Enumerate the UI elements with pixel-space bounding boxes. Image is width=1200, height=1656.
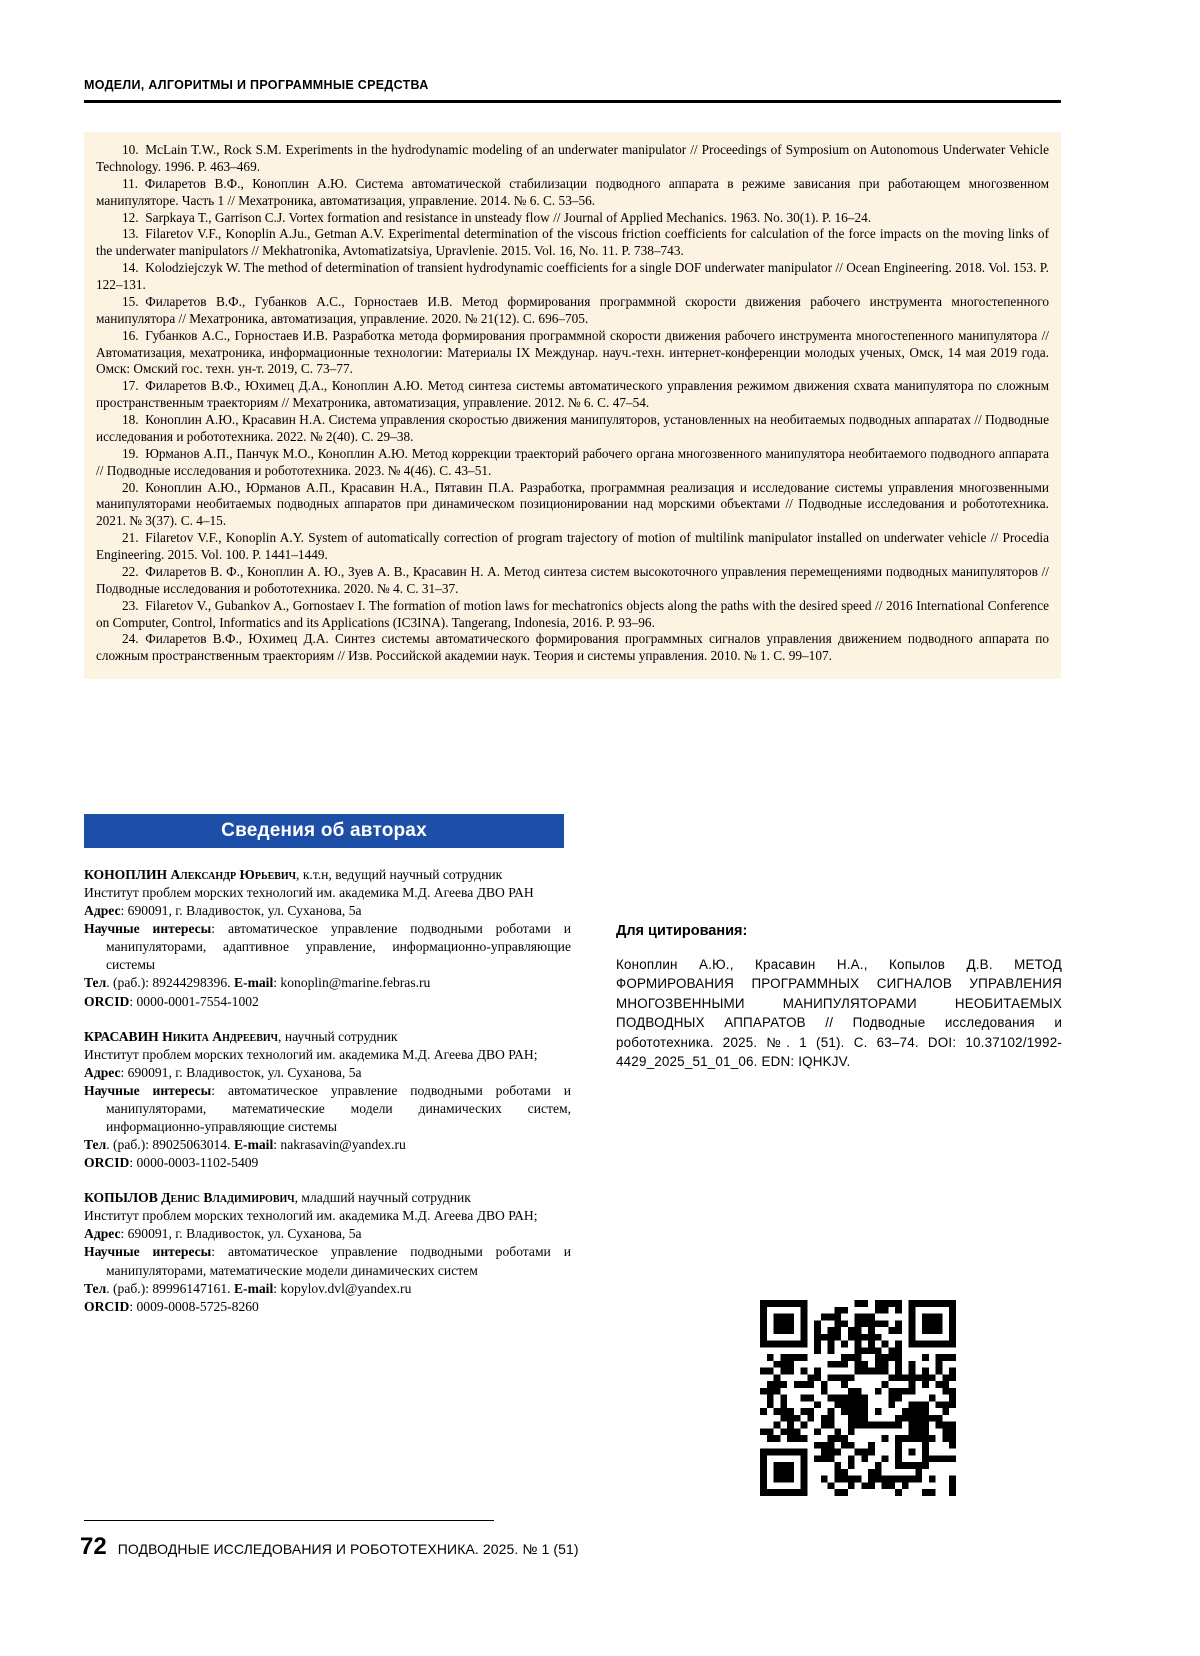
author-position: , к.т.н, ведущий научный сотрудник: [296, 867, 503, 882]
reference-item: 11. Филаретов В.Ф., Коноплин А.Ю. Система автоматической стабилизации подводного аппарата в режиме зависания при работающем многозвенном манипуляторе. Часть 1 // Мехатроника, автоматизация, управление. 2014. № 6. С. 53–56.: [96, 175, 1049, 208]
reference-item: 18. Коноплин А.Ю., Красавин Н.А. Система управления скоростью движения манипуляторов, установленных на необитаемых подводных аппаратах // Подводные исследования и робототехника. 2022. № 2(40). С. 29–38.: [96, 412, 1049, 444]
author-interests: : автоматическое управление подводными роботами и манипуляторами, математические модели динамических систем: [106, 1244, 571, 1278]
author-entry: [84, 866, 571, 1011]
orcid-label: ORCID: [84, 1298, 130, 1314]
citation-heading: [616, 923, 747, 939]
author-email[interactable]: : kopylov.dvl@yandex.ru: [273, 1280, 412, 1296]
references-list: [84, 132, 1061, 679]
author-affiliation: Институт проблем морских технологий им. академика М.Д. Агеева ДВО РАН;: [84, 1046, 538, 1062]
author-address: : 690091, г. Владивосток, ул. Суханова, 5а: [120, 903, 362, 919]
citation-heading-colon: :: [742, 923, 748, 939]
author-position: , младший научный сотрудник: [294, 1190, 471, 1206]
address-label: Адрес: [84, 1226, 121, 1242]
authors-section-heading-label: Сведения об авторах: [221, 820, 427, 841]
reference-item: 15. Филаретов В.Ф., Губанков А.С., Горностаев И.В. Метод формирования программной скорости движения рабочего инструмента многостепенного манипулятора // Мехатроника, автоматизация, управление. 2020. № 21(12). С. 696–705.: [96, 293, 1049, 326]
citation-text: Коноплин А.Ю., Красавин Н.А., Копылов Д.В. МЕТОД ФОРМИРОВАНИЯ ПРОГРАММНЫХ СИГНАЛОВ УПРАВЛЕНИЯ МНОГОЗВЕННЫМИ МАНИПУЛЯТОРАМИ НЕОБИТАЕМЫХ ПОДВОДНЫХ АППАРАТОВ // Подводные исследования и робототехника. 2025. №. 1 (51). С. 63–74. DOI: 10.37102/1992-4429_2025_51_01_06. EDN: IQHKJV.: [616, 957, 1062, 1070]
reference-item: 17. Филаретов В.Ф., Юхимец Д.А., Коноплин А.Ю. Метод синтеза системы автоматического управления режимом движения схвата манипулятора по сложным пространственным траекториям // Мехатроника, автоматизация, управление. 2012. № 6. С. 47–54.: [96, 378, 1049, 411]
interests-label: Научные интересы: [84, 1082, 212, 1098]
author-interests: : автоматическое управление подводными роботами и манипуляторами, адаптивное управление, информационно-управляющие системы: [106, 921, 571, 973]
running-head-rule: [84, 100, 1061, 103]
authors-section-heading: [84, 814, 564, 848]
author-phone: . (раб.): 89244298396.: [106, 975, 231, 991]
phone-label: Тел: [84, 975, 107, 991]
author-orcid[interactable]: : 0000-0001-7554-1002: [129, 993, 259, 1009]
reference-item: 16. Губанков А.С., Горностаев И.В. Разработка метода формирования программной скорости движения рабочего инструмента многостепенного манипулятора // Автоматизация, мехатроника, информационные технологии: Материалы IX Междунар. науч.-техн. интернет-конференции молодых ученых, Омск, 14 мая 2019 года. Омск: Омский гос. техн. ун-т. 2019, С. 73–77.: [96, 327, 1049, 377]
email-label: E-mail: [233, 1280, 274, 1296]
author-email[interactable]: : konoplin@marine.febras.ru: [273, 975, 431, 991]
reference-item: 12. Sarpkaya T., Garrison C.J. Vortex formation and resistance in unsteady flow // Journal of Applied Mechanics. 1963. No. 30(1). P. 16–24.: [122, 209, 872, 225]
author-orcid[interactable]: : 0000-0003-1102-5409: [129, 1155, 259, 1171]
footer-journal-line: ПОДВОДНЫЕ ИССЛЕДОВАНИЯ И РОБОТОТЕХНИКА. 2025. № 1 (51): [117, 1541, 579, 1557]
address-label: Адрес: [84, 903, 121, 919]
interests-label: Научные интересы: [84, 921, 212, 937]
running-head: МОДЕЛИ, АЛГОРИТМЫ И ПРОГРАММНЫЕ СРЕДСТВА: [84, 78, 429, 92]
email-label: E-mail: [233, 1137, 274, 1153]
author-position: , научный сотрудник: [278, 1028, 398, 1044]
page-footer: [80, 1533, 579, 1561]
reference-item: 20. Коноплин А.Ю., Юрманов А.П., Красавин Н.А., Пятавин П.А. Разработка, программная реализация и исследование системы управления многозвенными манипуляторами необитаемых подводных аппаратов при динамическом позиционировании над морскими объектами // Подводные исследования и робототехника. 2021. № 3(37). С. 4–15.: [96, 479, 1049, 529]
orcid-label: ORCID: [84, 1155, 130, 1171]
author-phone: . (раб.): 89996147161.: [106, 1280, 231, 1296]
author-orcid[interactable]: : 0009-0008-5725-8260: [129, 1298, 259, 1314]
phone-label: Тел: [84, 1137, 107, 1153]
reference-item: 23. Filaretov V., Gubankov A., Gornostaev I. The formation of motion laws for mechatronics objects along the paths with the desired speed // 2016 International Conference on Computer, Control, Informatics and its Applications (IC3INA). Tangerang, Indonesia, 2016. P. 93–96.: [96, 597, 1049, 630]
reference-item: 13. Filaretov V.F., Konoplin A.Ju., Getman A.V. Experimental determination of the viscous friction coefficients for calculation of the force impacts on the moving links of the underwater manipulators // Mekhatronika, Avtomatizatsiya, Upravlenie. 2015. Vol. 16, No. 11. P. 738–743.: [96, 226, 1049, 259]
address-label: Адрес: [84, 1064, 121, 1080]
author-name: КОНОПЛИН Александр Юрьевич: [84, 867, 297, 882]
reference-item: 22. Филаретов В. Ф., Коноплин А. Ю., Зуев А. В., Красавин Н. А. Метод синтеза систем высокоточного управления перемещениями подводных манипуляторов // Подводные исследования и робототехника. 2020. № 4. С. 31–37.: [96, 563, 1049, 596]
reference-item: 24. Филаретов В.Ф., Юхимец Д.А. Синтез системы автоматического формирования программных сигналов управления движением подводного аппарата по сложным пространственным траекториям // Изв. Российской академии наук. Теория и системы управления. 2010. № 1. С. 99–107.: [96, 631, 1049, 664]
author-interests: : автоматическое управление подводными роботами и манипуляторами, математические модели динамических систем, информационно-управляющие системы: [106, 1082, 571, 1135]
author-email[interactable]: : nakrasavin@yandex.ru: [273, 1137, 406, 1153]
author-entry: [84, 1189, 571, 1316]
email-label: E-mail: [233, 975, 274, 991]
reference-item: 14. Kolodziejczyk W. The method of determination of transient hydrodynamic coefficients for a single DOF underwater manipulator // Ocean Engineering. 2018. Vol. 153. P. 122–131.: [96, 260, 1049, 292]
orcid-label: ORCID: [84, 993, 130, 1009]
citation-heading-label: Для цитирования: [616, 923, 743, 939]
author-name: КРАСАВИН Никита Андреевич: [84, 1028, 279, 1044]
reference-item: 10. McLain T.W., Rock S.M. Experiments in the hydrodynamic modeling of an underwater manipulator // Proceedings of Symposium on Autonomous Underwater Vehicle Technology. 1996. P. 463–469.: [96, 142, 1049, 174]
author-affiliation: Институт проблем морских технологий им. академика М.Д. Агеева ДВО РАН;: [84, 1208, 538, 1224]
authors-column: [84, 866, 571, 1333]
page-number: 72: [80, 1533, 107, 1560]
phone-label: Тел: [84, 1280, 107, 1296]
interests-label: Научные интересы: [84, 1244, 212, 1260]
author-name: КОПЫЛОВ Денис Владимирович: [84, 1190, 295, 1206]
reference-item: 19. Юрманов А.П., Панчук М.О., Коноплин А.Ю. Метод коррекции траекторий рабочего органа многозвенного манипулятора необитаемого подводного аппарата // Подводные исследования и робототехника. 2023. № 4(46). С. 43–51.: [96, 445, 1049, 478]
author-phone: . (раб.): 89025063014.: [106, 1137, 231, 1153]
footer-rule: [84, 1520, 494, 1521]
qr-code-icon[interactable]: [760, 1300, 956, 1496]
author-affiliation: Институт проблем морских технологий им. академика М.Д. Агеева ДВО РАН: [84, 885, 534, 901]
author-address: : 690091, г. Владивосток, ул. Суханова, 5а: [120, 1064, 362, 1080]
author-address: : 690091, г. Владивосток, ул. Суханова, 5а: [120, 1226, 362, 1242]
reference-item: 21. Filaretov V.F., Konoplin A.Y. System of automatically correction of program trajectory of motion of multilink manipulator installed on underwater vehicle // Procedia Engineering. 2015. Vol. 100. P. 1441–1449.: [96, 530, 1049, 562]
author-entry: [84, 1028, 571, 1173]
